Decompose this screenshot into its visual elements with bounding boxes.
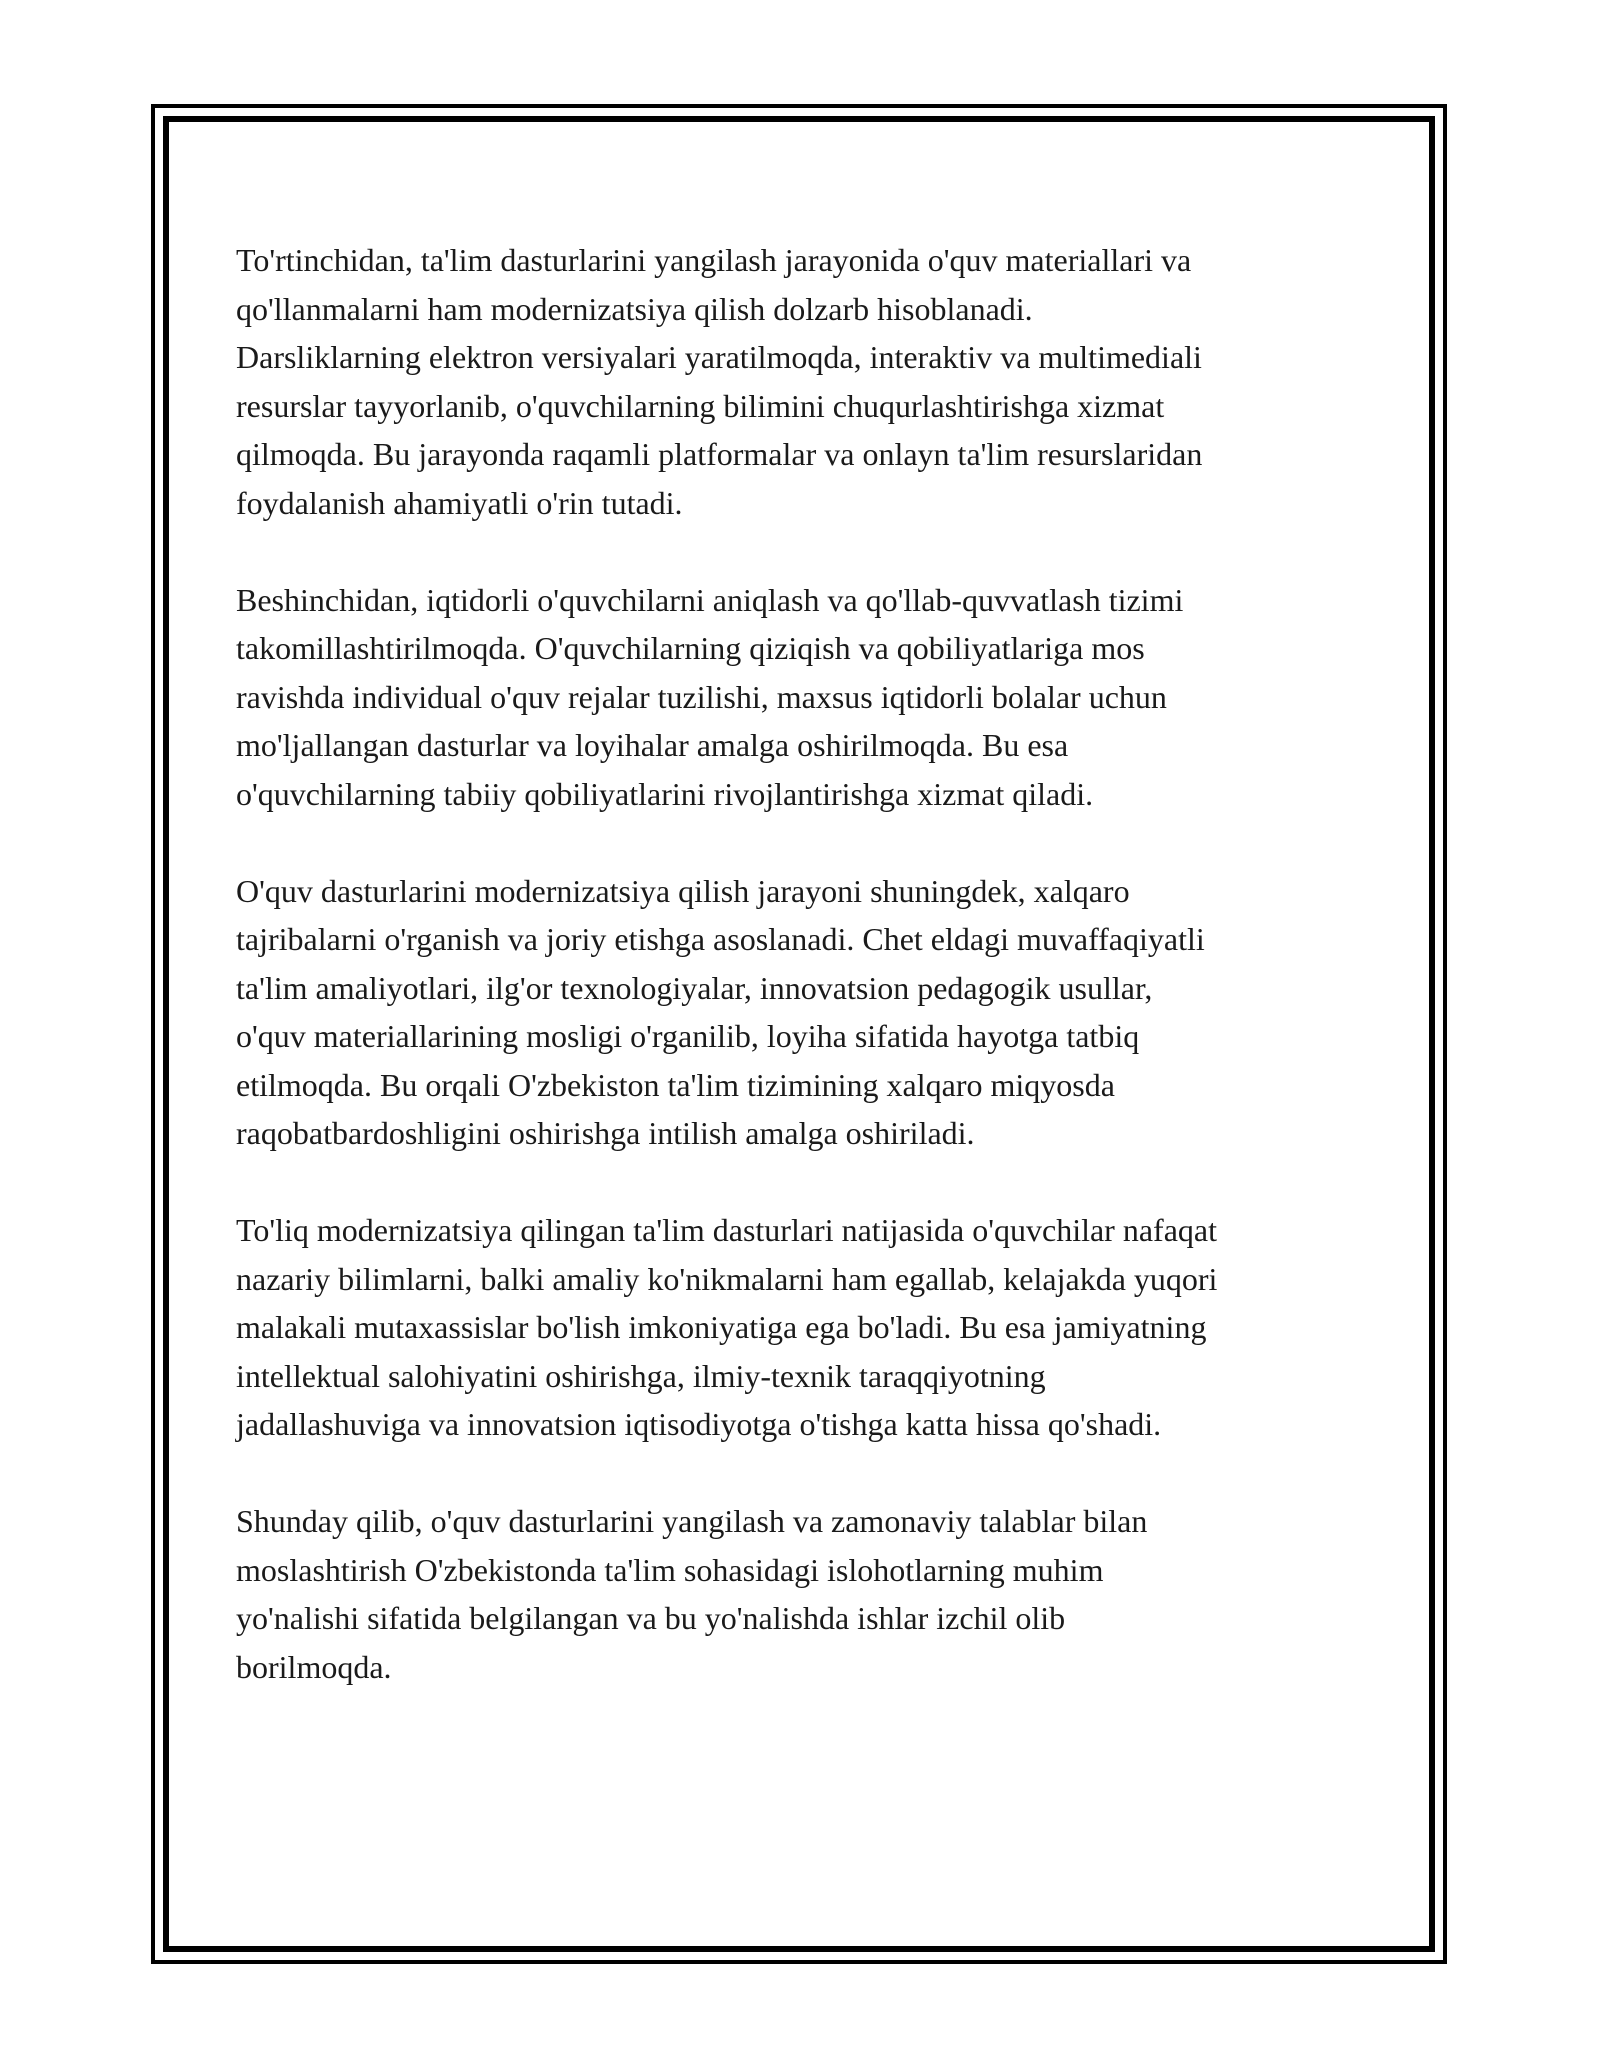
text-line: Beshinchidan, iqtidorli o'quvchilarni aniqlash va qo'llab-quvvatlash tizimi: [236, 581, 1184, 618]
text-line: etilmoqda. Bu orqali O'zbekiston ta'lim tizimining xalqaro miqyosda: [236, 1066, 1115, 1103]
paragraph: [236, 236, 1366, 527]
text-line: o'quv materiallarining mosligi o'rganilib, loyiha sifatida hayotga tatbiq: [236, 1018, 1140, 1054]
text-line: takomillashtirilmoqda. O'quvchilarning qiziqish va qobiliyatlariga mos: [236, 630, 1145, 666]
paragraph: [236, 576, 1366, 819]
text-line: intellektual salohiyatini oshirishga, ilmiy-texnik taraqqiyotning: [236, 1357, 1046, 1394]
text-line: To'liq modernizatsiya qilingan ta'lim dasturlari natijasida o'quvchilar nafaqat: [236, 1212, 1217, 1248]
text-line: o'quvchilarning tabiiy qobiliyatlarini rivojlantirishga xizmat qiladi.: [236, 775, 1094, 812]
text-line: yo'nalishi sifatida belgilangan va bu yo'nalishda ishlar izchil olib: [236, 1600, 1066, 1636]
document-body: [236, 236, 1366, 1740]
text-line: qo'llanmalarni ham modernizatsiya qilish dolzarb hisoblanadi.: [236, 290, 1033, 327]
text-line: Shunday qilib, o'quv dasturlarini yangilash va zamonaviy talablar bilan: [236, 1503, 1148, 1539]
text-line: ta'lim amaliyotlari, ilg'or texnologiyalar, innovatsion pedagogik usullar,: [236, 969, 1153, 1006]
text-line: ravishda individual o'quv rejalar tuzilishi, maxsus iqtidorli bolalar uchun: [236, 678, 1167, 715]
text-line: resurslar tayyorlanib, o'quvchilarning bilimini chuqurlashtirishga xizmat: [236, 387, 1165, 424]
text-line: jadallashuviga va innovatsion iqtisodiyotga o'tishga katta hissa qo'shadi.: [236, 1406, 1162, 1442]
text-line: borilmoqda.: [236, 1648, 392, 1685]
text-line: mo'ljallangan dasturlar va loyihalar amalga oshirilmoqda. Bu esa: [236, 727, 1069, 763]
text-line: O'quv dasturlarini modernizatsiya qilish jarayoni shuningdek, xalqaro: [236, 872, 1130, 909]
text-line: moslashtirish O'zbekistonda ta'lim sohasidagi islohotlarning muhim: [236, 1551, 1104, 1588]
text-line: nazariy bilimlarni, balki amaliy ko'nikmalarni ham egallab, kelajakda yuqori: [236, 1260, 1218, 1297]
text-line: malakali mutaxassislar bo'lish imkoniyatiga ega bo'ladi. Bu esa jamiyatning: [236, 1309, 1207, 1345]
text-line: tajribalarni o'rganish va joriy etishga asoslanadi. Chet eldagi muvaffaqiyatli: [236, 921, 1205, 957]
text-line: qilmoqda. Bu jarayonda raqamli platformalar va onlayn ta'lim resurslaridan: [236, 436, 1203, 472]
text-line: foydalanish ahamiyatli o'rin tutadi.: [236, 484, 683, 521]
text-line: Darsliklarning elektron versiyalari yaratilmoqda, interaktiv va multimediali: [236, 339, 1202, 375]
text-line: To'rtinchidan, ta'lim dasturlarini yangilash jarayonida o'quv materiallari va: [236, 242, 1192, 278]
paragraph: [236, 1206, 1366, 1449]
text-line: raqobatbardoshligini oshirishga intilish amalga oshiriladi.: [236, 1115, 975, 1151]
paragraph: [236, 1497, 1366, 1691]
paragraph: [236, 867, 1366, 1158]
